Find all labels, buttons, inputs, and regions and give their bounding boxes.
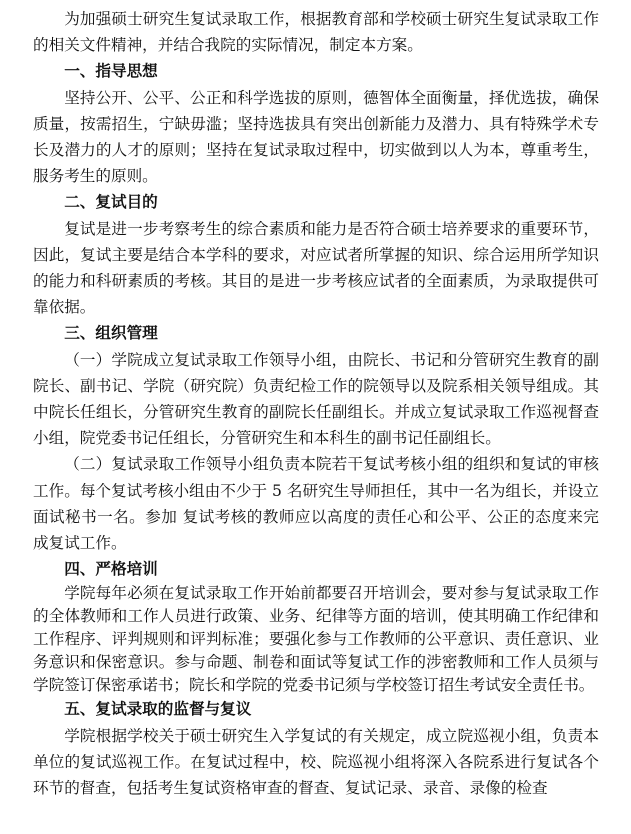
section-4-heading: 四、严格培训 [64,560,158,579]
section-3-paragraph-1: （一）学院成立复试录取工作领导小组，由院长、书记和分管研究生教育的副院长、副书记、学院（研究院）负责纪检工作的院领导以及院系相关领导组成。其中院长任组长，分管研究生教育的副院长任副组长。并成立复试录取工作巡视督查小组，院党委书记任组长，分管研究生和本科生的副书记任副组长。 [33,350,599,448]
section-4-paragraph: 学院每年必须在复试录取工作开始前都要召开培训会，要对参与复试录取工作的全体教师和工作人员进行政策、业务、纪律等方面的培训，使其明确工作纪律和工作程序、评判规则和评判标准；要强化参与工作教师的公平意识、责任意识、业务意识和保密意识。参与命题、制卷和面试等复试工作的涉密教师和工作人员须与学院签订保密承诺书；院长和学院的党委书记须与学校签订招生考试安全责任书。 [33,584,599,694]
section-1-paragraph: 坚持公开、公平、公正和科学选拔的原则，德智体全面衡量，择优选拔，确保质量，按需招生，宁缺毋滥；坚持选拔具有突出创新能力及潜力、具有特殊学术专长及潜力的人才的原则；坚持在复试录取过程中，切实做到以人为本，尊重考生，服务考生的原则。 [33,88,599,186]
section-5-heading: 五、复试录取的监督与复议 [64,700,252,719]
section-3-paragraph-2: （二）复试录取工作领导小组负责本院若干复试考核小组的组织和复试的审核工作。每个复试考核小组由不少于 5 名研究生导师担任，其中一名为组长，并设立面试秘书一名。参加 复试考核的教师应以高度的责任心和公平、公正的态度来完成复试工作。 [33,455,599,553]
intro-paragraph: 为加强硕士研究生复试录取工作，根据教育部和学校硕士研究生复试录取工作的相关文件精神，并结合我院的实际情况，制定本方案。 [33,10,599,55]
section-5-paragraph: 学院根据学校关于硕士研究生入学复试的有关规定，成立院巡视小组，负责本单位的复试巡视工作。在复试过程中，校、院巡视小组将深入各院系进行复试各个环节的督查，包括考生复试资格审查的督查、复试记录、录音、录像的检查 [33,726,599,798]
section-3-heading: 三、组织管理 [64,324,158,343]
document-page [33,6,599,801]
section-2-heading: 二、复试目的 [64,193,158,212]
section-1-heading: 一、指导思想 [64,62,158,81]
section-2-paragraph: 复试是进一步考察考生的综合素质和能力是否符合硕士培养要求的重要环节，因此，复试主要是结合本学科的要求，对应试者所掌握的知识、综合运用所学知识的能力和科研素质的考核。其目的是进一步考核应试者的全面素质，为录取提供可靠依据。 [33,219,599,317]
